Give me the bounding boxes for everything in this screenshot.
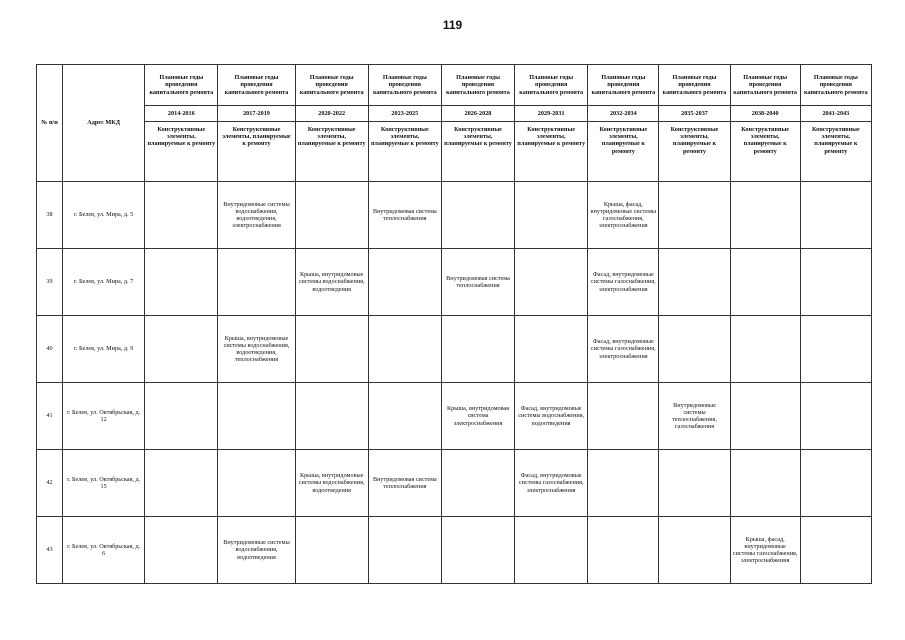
- repair-elements-cell: [730, 182, 800, 249]
- row-address: г. Белев, ул. Октябрьская, д. 12: [63, 383, 145, 450]
- table-header: [37, 65, 872, 182]
- repair-elements-cell: [800, 383, 871, 450]
- repair-elements-cell: Фасад, внутридомовые системы газоснабжения, электроснабжения: [588, 249, 659, 316]
- header-period-years: 2023-2025: [368, 106, 441, 122]
- repair-elements-cell: [515, 316, 588, 383]
- header-period-years: 2029-2031: [515, 106, 588, 122]
- header-period-years: 2035-2037: [659, 106, 730, 122]
- repair-elements-cell: Внутридомовая система теплоснабжения: [368, 182, 441, 249]
- header-period-title: Плановые годы проведения капитального ремонта: [800, 65, 871, 106]
- repair-elements-cell: [659, 316, 730, 383]
- header-period-elements: Конструктивные элементы, планируемые к ремонту: [441, 122, 514, 182]
- header-period-years: 2014-2016: [145, 106, 218, 122]
- header-period-elements: Конструктивные элементы, планируемые к ремонту: [295, 122, 368, 182]
- repair-elements-cell: [441, 450, 514, 517]
- repair-elements-cell: [730, 316, 800, 383]
- repair-elements-cell: [145, 316, 218, 383]
- repair-elements-cell: [441, 316, 514, 383]
- repair-elements-cell: [659, 517, 730, 584]
- repair-elements-cell: [800, 249, 871, 316]
- repair-elements-cell: [145, 450, 218, 517]
- repair-elements-cell: [659, 182, 730, 249]
- repair-elements-cell: [368, 517, 441, 584]
- header-period-elements: Конструктивные элементы, планируемые к ремонту: [218, 122, 295, 182]
- header-period-title: Плановые годы проведения капитального ремонта: [588, 65, 659, 106]
- row-address: г. Белев, ул. Октябрьская, д. 15: [63, 450, 145, 517]
- repair-elements-cell: [730, 450, 800, 517]
- repair-elements-cell: [295, 517, 368, 584]
- repair-elements-cell: [515, 182, 588, 249]
- repair-elements-cell: [441, 182, 514, 249]
- repair-elements-cell: [295, 182, 368, 249]
- header-address: Адрес МКД: [63, 65, 145, 182]
- repair-elements-cell: Фасад, внутридомовые системы газоснабжения, электроснабжения: [588, 316, 659, 383]
- header-period-elements: Конструктивные элементы, планируемые к ремонту: [368, 122, 441, 182]
- repair-elements-cell: [730, 383, 800, 450]
- row-address: г. Белев, ул. Мира, д. 5: [63, 182, 145, 249]
- repair-elements-cell: [295, 383, 368, 450]
- repair-elements-cell: [800, 182, 871, 249]
- header-period-title: Плановые годы проведения капитального ремонта: [659, 65, 730, 106]
- repair-elements-cell: Крыша, внутридомовые системы водоснабжения, водоотведения: [295, 450, 368, 517]
- table-row: [37, 316, 872, 383]
- repair-elements-cell: Внутридомовая система теплоснабжения: [368, 450, 441, 517]
- repair-elements-cell: [145, 383, 218, 450]
- header-period-elements: Конструктивные элементы, планируемые к ремонту: [800, 122, 871, 182]
- header-period-years: 2026-2028: [441, 106, 514, 122]
- header-period-title: Плановые годы проведения капитального ремонта: [368, 65, 441, 106]
- repair-elements-cell: [218, 383, 295, 450]
- table-body: [37, 182, 872, 584]
- repair-elements-cell: Внутридомовая система теплоснабжения: [441, 249, 514, 316]
- header-period-years: 2032-2034: [588, 106, 659, 122]
- row-address: г. Белев, ул. Мира, д. 7: [63, 249, 145, 316]
- repair-elements-cell: [800, 517, 871, 584]
- header-period-elements: Конструктивные элементы, планируемые к ремонту: [515, 122, 588, 182]
- repair-elements-cell: Фасад, внутридомовые системы газоснабжения, электроснабжения: [515, 450, 588, 517]
- repair-elements-cell: [515, 249, 588, 316]
- header-period-elements: Конструктивные элементы, планируемые к ремонту: [145, 122, 218, 182]
- row-number: 39: [37, 249, 63, 316]
- repair-elements-cell: Внутридомовые системы теплоснабжения, газоснабжения: [659, 383, 730, 450]
- capital-repair-table: [36, 64, 872, 584]
- repair-elements-cell: Крыша, фасад, внутридомовые системы газоснабжения, электроснабжения: [730, 517, 800, 584]
- header-period-elements: Конструктивные элементы, планируемые к ремонту: [659, 122, 730, 182]
- repair-elements-cell: Крыша, внутридомовая система электроснабжения: [441, 383, 514, 450]
- header-period-title: Плановые годы проведения капитального ремонта: [218, 65, 295, 106]
- repair-elements-cell: [145, 249, 218, 316]
- row-number: 41: [37, 383, 63, 450]
- header-period-years: 2020-2022: [295, 106, 368, 122]
- table-row: [37, 182, 872, 249]
- repair-elements-cell: [368, 316, 441, 383]
- row-number: 42: [37, 450, 63, 517]
- row-address: г. Белев, ул. Октябрьская, д. 6: [63, 517, 145, 584]
- table-row: [37, 383, 872, 450]
- repair-elements-cell: Крыша, внутридомовые системы водоснабжения, водоотведения, теплоснабжения: [218, 316, 295, 383]
- repair-elements-cell: [515, 517, 588, 584]
- repair-elements-cell: [145, 517, 218, 584]
- header-period-elements: Конструктивные элементы, планируемые к ремонту: [588, 122, 659, 182]
- repair-elements-cell: [368, 383, 441, 450]
- repair-elements-cell: [588, 517, 659, 584]
- repair-elements-cell: [218, 249, 295, 316]
- header-period-elements: Конструктивные элементы, планируемые к ремонту: [730, 122, 800, 182]
- repair-elements-cell: [441, 517, 514, 584]
- repair-elements-cell: [588, 450, 659, 517]
- table-row: [37, 517, 872, 584]
- header-period-title: Плановые годы проведения капитального ремонта: [295, 65, 368, 106]
- header-period-title: Плановые годы проведения капитального ремонта: [730, 65, 800, 106]
- repair-elements-cell: Внутридомовые системы водоснабжения, водоотведения, электроснабжения: [218, 182, 295, 249]
- row-address: г. Белев, ул. Мира, д. 9: [63, 316, 145, 383]
- repair-elements-cell: Фасад, внутридомовые системы водоснабжения, водоотведения: [515, 383, 588, 450]
- repair-elements-cell: [295, 316, 368, 383]
- repair-elements-cell: Крыша, фасад, внутридомовые системы газоснабжения, электроснабжения: [588, 182, 659, 249]
- header-period-title: Плановые годы проведения капитального ремонта: [145, 65, 218, 106]
- header-num: № п/п: [37, 65, 63, 182]
- repair-elements-cell: [730, 249, 800, 316]
- repair-elements-cell: [218, 450, 295, 517]
- row-number: 40: [37, 316, 63, 383]
- repair-elements-cell: Крыша, внутридомовые системы водоснабжения, водоотведения: [295, 249, 368, 316]
- header-period-years: 2041-2043: [800, 106, 871, 122]
- header-period-years: 2017-2019: [218, 106, 295, 122]
- header-period-years: 2038-2040: [730, 106, 800, 122]
- table-row: [37, 450, 872, 517]
- repair-elements-cell: Внутридомовые системы водоснабжения, водоотведения: [218, 517, 295, 584]
- row-number: 38: [37, 182, 63, 249]
- repair-elements-cell: [145, 182, 218, 249]
- repair-elements-cell: [588, 383, 659, 450]
- row-number: 43: [37, 517, 63, 584]
- repair-elements-cell: [659, 450, 730, 517]
- header-period-title: Плановые годы проведения капитального ремонта: [441, 65, 514, 106]
- repair-elements-cell: [659, 249, 730, 316]
- repair-elements-cell: [800, 316, 871, 383]
- table-row: [37, 249, 872, 316]
- page-number: 119: [442, 18, 463, 32]
- header-period-title: Плановые годы проведения капитального ремонта: [515, 65, 588, 106]
- repair-elements-cell: [368, 249, 441, 316]
- repair-elements-cell: [800, 450, 871, 517]
